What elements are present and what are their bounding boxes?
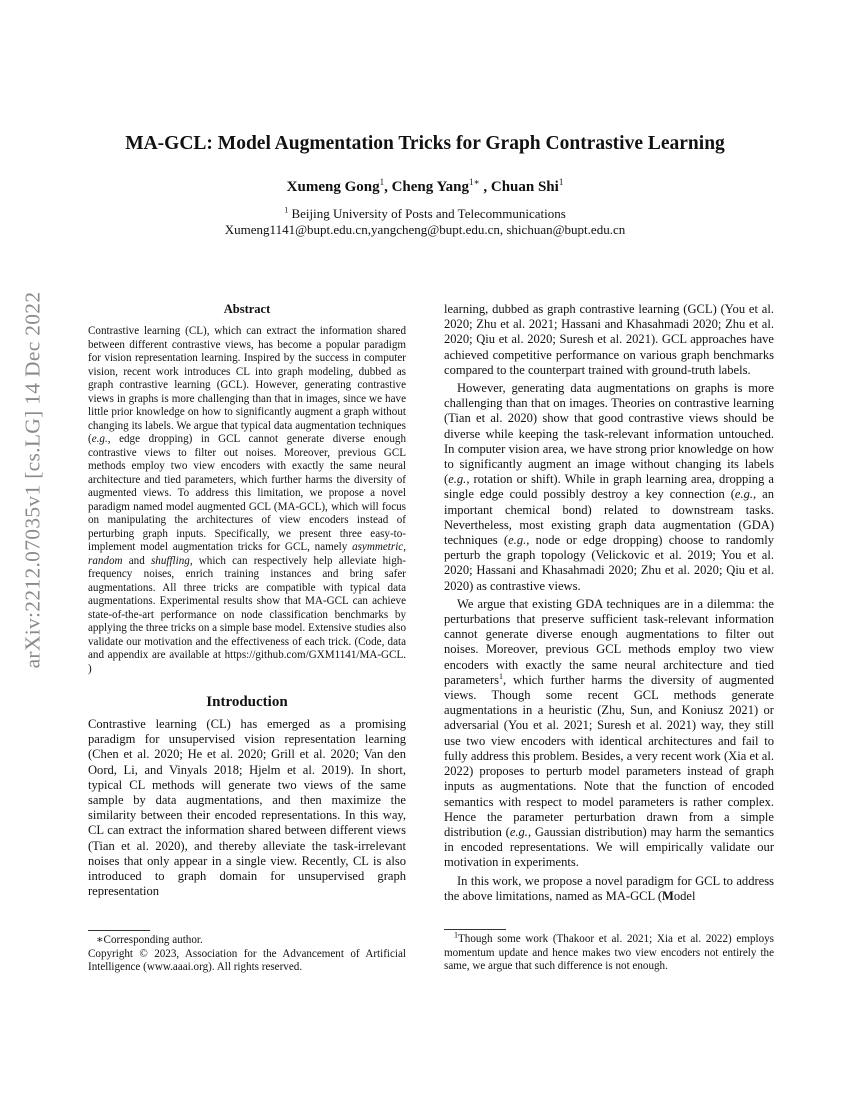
introduction-paragraph: Contrastive learning (CL) has emerged as a promising paradigm for unsupervised vision representation learning (Chen et al. 2020; He et al. 2020; Grill et al. 2020; Van den Oord, Li, and Vinyals 2018; Hjelm et al. 2019). In short, typical CL methods will generate two views of the same sample by data augmentations, and then maximize the similarity between their encoded representations. In this way, CL can extract the information shared between different views (Tian et al. 2020), and thereby alleviate the task-irrelevant noises that only appear in a single view. Recently, CL is also introduced to graph domain for unsupervised graph representation	[88, 717, 406, 899]
affiliation-line	[0, 206, 850, 222]
author-name: Cheng Yang	[391, 179, 469, 195]
introduction-heading: Introduction	[206, 694, 288, 710]
affiliation-block	[0, 206, 850, 238]
author-affil-mark: 1∗	[468, 177, 480, 187]
arxiv-side-stamp	[8, 290, 58, 670]
copyright-notice: Copyright © 2023, Association for the Advancement of Artificial Intelligence (www.aaai.org). All rights reserved.	[88, 947, 406, 973]
paper-title: MA-GCL: Model Augmentation Tricks for Graph Contrastive Learning	[125, 133, 725, 154]
footnote-marker: 1	[499, 671, 504, 681]
affil-mark: 1	[284, 205, 289, 215]
abstract-text: Contrastive learning (CL), which can extract the information shared between different contrastive views, has become a popular paradigm for vision representation learning. Inspired by the success in computer vision, recent work introduces CL into graph modeling, dubbed as graph contrastive learning (GCL). However, generating contrastive views in graphs is more challenging than that in images, since we have little prior knowledge on how to significantly augment a graph without changing its labels. We argue that typical data augmentation techniques (e.g., edge dropping) in GCL cannot generate diverse enough contrastive views to filter out noises. Moreover, previous GCL methods employ two view encoders with exactly the same neural architecture and tied parameters, which further harms the diversity of augmented views. To address this limitation, we propose a novel paradigm named model augmented GCL (MA-GCL), which will focus on manipulating the architectures of view encoders instead of perturbing graph inputs. Specifically, we present three easy-to-implement model augmentation tricks for GCL, namely asymmetric, random and shuffling, which can respectively help alleviate high-frequency noises, enrich training instances and bring safer augmentations. All three tricks are compatible with typical data augmentations. Experimental results show that MA-GCL can achieve state-of-the-art performance on node classification benchmarks by applying the three tricks on a simple base model. Extensive studies also validate our motivation and the effectiveness of each trick. (Code, data and appendix are available at https://github.com/GXM1141/MA-GCL. )	[88, 325, 406, 675]
left-footnotes	[88, 930, 406, 975]
author-list: Xumeng Gong$^1$, Cheng Yang$^{1∗}$ , Chuan Shi$^1$	[286, 177, 564, 195]
author-name: Chuan Shi	[490, 179, 559, 195]
corresponding-author-note: ∗Corresponding author.	[96, 934, 203, 946]
right-footnotes	[444, 929, 774, 974]
intro-continued-paragraph: learning, dubbed as graph contrastive learning (GCL) (You et al. 2020; Zhu et al. 2021; Hassani and Khasahmadi 2020; Zhu et al. 2020; Qiu et al. 2020; Suresh et al. 2021). GCL approaches have achieved competitive performance on various graph benchmarks compared to the counterpart trained with ground-truth labels.	[444, 302, 774, 377]
author-affil-mark: 1	[558, 177, 564, 187]
institution-name: Beijing University of Posts and Telecommunications	[291, 206, 566, 221]
arxiv-id-text: arXiv:2212.07035v1 [cs.LG] 14 Dec 2022	[20, 291, 45, 669]
left-column	[88, 302, 406, 899]
gda-challenge-paragraph: However, generating data augmentations on graphs is more challenging than that on images. Theories on contrastive learning (Tian et al. 2020) show that good contrastive views should be diverse while keeping the task-relevant information untouched. In computer vision area, we have strong prior knowledge on how to significantly augment an image without changing its labels (e.g., rotation or shift). While in graph learning area, dropping a single edge could possibly destroy a key connection (e.g., an important chemical bond) related to downstream tasks. Nevertheless, most existing graph data augmentation (GDA) techniques (e.g., node or edge dropping) choose to randomly perturb the graph topology (Velickovic et al. 2019; You et al. 2020; Hassani and Khasahmadi 2020; Zhu et al. 2020; Qiu et al. 2020) as contrastive views.	[444, 381, 774, 593]
abstract-heading: Abstract	[223, 302, 271, 316]
dilemma-paragraph: We argue that existing GDA techniques are in a dilemma: the perturbations that preserve sufficient task-relevant information cannot generate diverse enough augmentations to filter out noises. Moreover, previous GCL methods employ two view encoders with exactly the same neural architecture and tied parameters$^1$, which further harms the diversity of augmented views. Though some recent GCL methods generate augmentations in a heuristic (Zhu, Sun, and Koniusz 2021) or adversarial (You et al. 2021; Suresh et al. 2021) way, they still use two view encoders with identical architectures and fail to fully address this problem. Besides, a very recent work (Xia et al. 2022) proposes to perturb model parameters instead of graph inputs as augmentations. Note that the function of encoded semantics with respect to model parameters is rather complex. Hence the parameter perturbation drawn from a simple distribution (e.g., Gaussian distribution) may harm the semantics in encoded representations. We will empirically validate our motivation in experiments.	[444, 596, 774, 870]
footnote-text: $^1$Though some work (Thakoor et al. 2021; Xia et al. 2022) employs momentum update and hence makes two view encoders not entirely the same, we argue that such difference is not enough.	[444, 930, 774, 972]
proposal-paragraph: In this work, we propose a novel paradigm for GCL to address the above limitations, named as MA-GCL (Model	[444, 873, 774, 903]
author-emails: Xumeng1141@bupt.edu.cn,yangcheng@bupt.edu.cn, shichuan@bupt.edu.cn	[224, 222, 626, 237]
author-affil-mark: 1	[379, 177, 385, 187]
right-column	[444, 302, 774, 904]
author-name: Xumeng Gong	[286, 179, 380, 195]
footnote-rule	[88, 930, 150, 931]
